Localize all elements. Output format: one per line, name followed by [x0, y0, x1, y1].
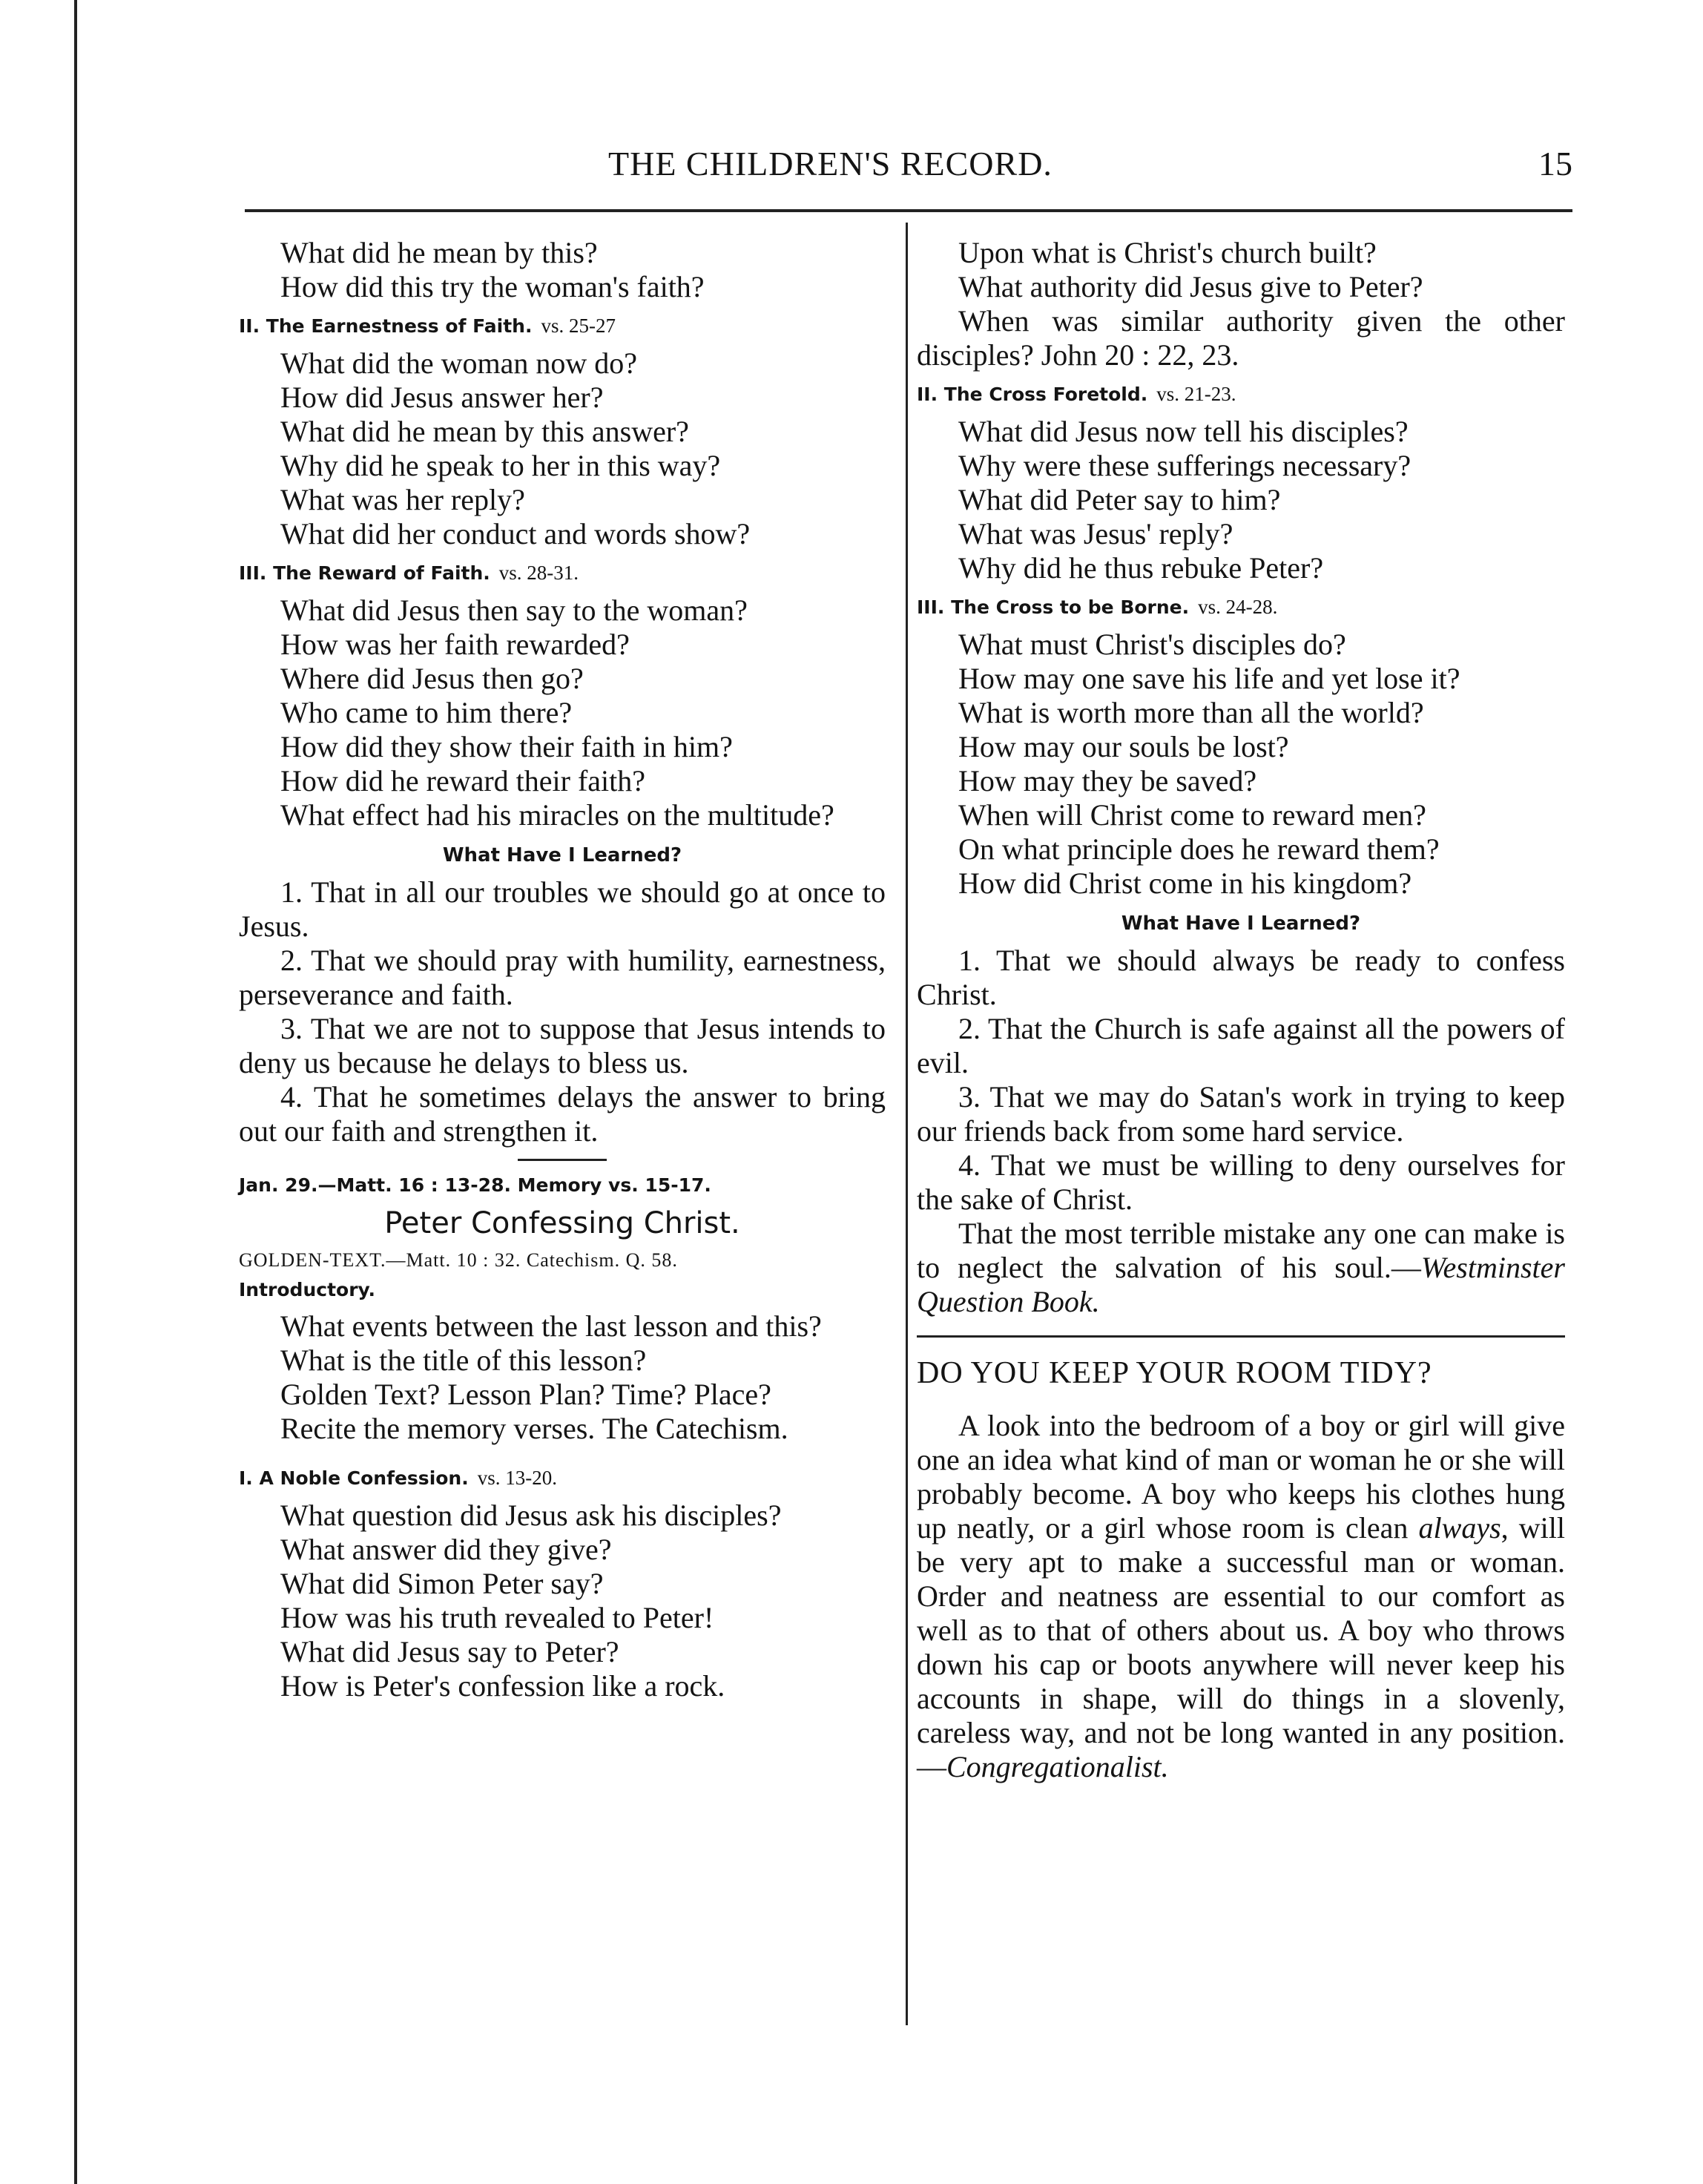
closing-source: Westminster Question Book.: [917, 1251, 1565, 1318]
question: How was his truth revealed to Peter!: [280, 1601, 714, 1634]
question: What authority did Jesus give to Peter?: [958, 270, 1423, 303]
question: Why were these sufferings necessary?: [958, 449, 1412, 482]
question: What was Jesus' reply?: [958, 517, 1233, 550]
article-emphasis: always: [1418, 1511, 1501, 1545]
learned-item: 1. That in all our troubles we should go at once to Jesus.: [239, 875, 886, 943]
learned-item: 2. That we should pray with humility, earnestness, perseverance and faith.: [239, 944, 886, 1011]
question: What did the woman now do?: [280, 346, 637, 380]
section-verses: vs. 25-27: [541, 315, 616, 337]
page-number: 15: [1538, 145, 1572, 182]
question: What did he mean by this answer?: [280, 415, 689, 448]
article-title: DO YOU KEEP YOUR ROOM TIDY?: [917, 1356, 1432, 1390]
question: Why did he thus rebuke Peter?: [958, 551, 1324, 585]
question: What did Jesus then say to the woman?: [280, 593, 748, 627]
learned-item: 4. That he sometimes delays the answer to bring out our faith and strengthen it.: [239, 1080, 886, 1148]
section-heading: [239, 1465, 886, 1491]
question: What answer did they give?: [280, 1533, 612, 1566]
question: What events between the last lesson and this?: [280, 1309, 822, 1343]
question: What is the title of this lesson?: [280, 1343, 647, 1377]
question: What did Jesus now tell his disciples?: [958, 415, 1409, 448]
section-title: III. The Cross to be Borne.: [917, 596, 1190, 618]
section-title: III. The Reward of Faith.: [239, 562, 490, 584]
lesson-reference: Jan. 29.—Matt. 16 : 13-28. Memory vs. 15-17.: [239, 1174, 711, 1196]
question: What was her reply?: [280, 483, 525, 516]
question: What did he mean by this?: [280, 236, 598, 269]
lesson-separator: [518, 1159, 607, 1161]
question: How did Christ come in his kingdom?: [958, 866, 1412, 900]
learned-item: 3. That we may do Satan's work in trying to keep our friends back from some hard service.: [917, 1080, 1565, 1148]
question: When was similar authority given the other disciples? John 20 : 22, 23.: [917, 304, 1565, 372]
section-title: I. A Noble Confession.: [239, 1467, 469, 1489]
question: How did they show their faith in him?: [280, 730, 733, 763]
article-text: , will be very apt to make a successful man or woman. Order and neatness are essential to our comfort as well as to that of others about us. A boy who throws down his cap or boots anywhere will never keep his accounts in shape, will do things in a slovenly, careless way, and not be long wanted in any position.—: [917, 1511, 1566, 1783]
section-verses: vs. 24-28.: [1198, 596, 1278, 618]
introductory-heading: Introductory.: [239, 1279, 376, 1300]
question: How is Peter's confession like a rock.: [280, 1669, 725, 1703]
journal-title: THE CHILDREN'S RECORD.: [608, 145, 1053, 182]
closing-paragraph: [917, 1217, 1565, 1319]
section-title: II. The Earnestness of Faith.: [239, 315, 533, 337]
section-verses: vs. 21-23.: [1156, 383, 1236, 405]
learned-item: 2. That the Church is safe against all the powers of evil.: [917, 1012, 1565, 1079]
question: How may they be saved?: [958, 764, 1257, 797]
question: What is worth more than all the world?: [958, 696, 1424, 729]
right-column: [917, 236, 1565, 1784]
question: What question did Jesus ask his disciples?: [280, 1499, 782, 1532]
closing-text: That the most terrible mistake any one can make is to neglect the salvation of his soul.—: [917, 1217, 1565, 1284]
question: Golden Text? Lesson Plan? Time? Place?: [280, 1378, 771, 1411]
article-separator: [917, 1335, 1565, 1338]
lesson-title: Peter Confessing Christ.: [384, 1206, 740, 1240]
left-column: [239, 236, 886, 1703]
question: How did he reward their faith?: [280, 764, 646, 797]
question: Recite the memory verses. The Catechism.: [280, 1412, 788, 1445]
section-verses: vs. 28-31.: [498, 562, 579, 584]
question: Who came to him there?: [280, 696, 573, 729]
question: How may our souls be lost?: [958, 730, 1289, 763]
learned-heading: What Have I Learned?: [442, 844, 682, 866]
section-heading: [917, 594, 1565, 620]
section-heading: [239, 560, 886, 586]
question: What did Jesus say to Peter?: [280, 1635, 619, 1668]
question: What did Peter say to him?: [958, 483, 1281, 516]
article-body: [917, 1409, 1565, 1784]
question: Where did Jesus then go?: [280, 662, 584, 695]
article-source: Congregationalist.: [946, 1750, 1169, 1783]
article-text: A look into the bedroom of a boy or girl will give one an idea what kind of man or woman he or she will probably become. A boy who keeps his clothes hung up neatly, or a girl whose room is clean: [917, 1409, 1565, 1545]
section-heading: [917, 381, 1565, 407]
learned-item: 4. That we must be willing to deny ourselves for the sake of Christ.: [917, 1148, 1565, 1216]
section-verses: vs. 13-20.: [477, 1467, 557, 1489]
question: What did her conduct and words show?: [280, 517, 751, 550]
learned-heading: What Have I Learned?: [1121, 912, 1361, 935]
question: What did Simon Peter say?: [280, 1567, 604, 1600]
header-rule: [245, 209, 1572, 212]
question: Why did he speak to her in this way?: [280, 449, 721, 482]
page-edge-rule: [74, 0, 77, 2184]
learned-item: 1. That we should always be ready to confess Christ.: [917, 944, 1565, 1011]
golden-text: GOLDEN-TEXT.—Matt. 10 : 32. Catechism. Q. 58.: [239, 1249, 678, 1271]
question: How did Jesus answer her?: [280, 381, 604, 414]
question: How did this try the woman's faith?: [280, 270, 705, 303]
question: How may one save his life and yet lose it?: [958, 662, 1460, 695]
learned-item: 3. That we are not to suppose that Jesus intends to deny us because he delays to bless us.: [239, 1012, 886, 1079]
page-header: [223, 144, 1572, 196]
section-title: II. The Cross Foretold.: [917, 384, 1148, 405]
section-heading: [239, 313, 886, 339]
question: Upon what is Christ's church built?: [958, 236, 1377, 269]
question: On what principle does he reward them?: [958, 832, 1440, 866]
question: When will Christ come to reward men?: [958, 798, 1426, 832]
question: What effect had his miracles on the multitude?: [280, 798, 834, 832]
column-divider: [906, 223, 908, 2025]
question: How was her faith rewarded?: [280, 628, 630, 661]
question: What must Christ's disciples do?: [958, 628, 1346, 661]
